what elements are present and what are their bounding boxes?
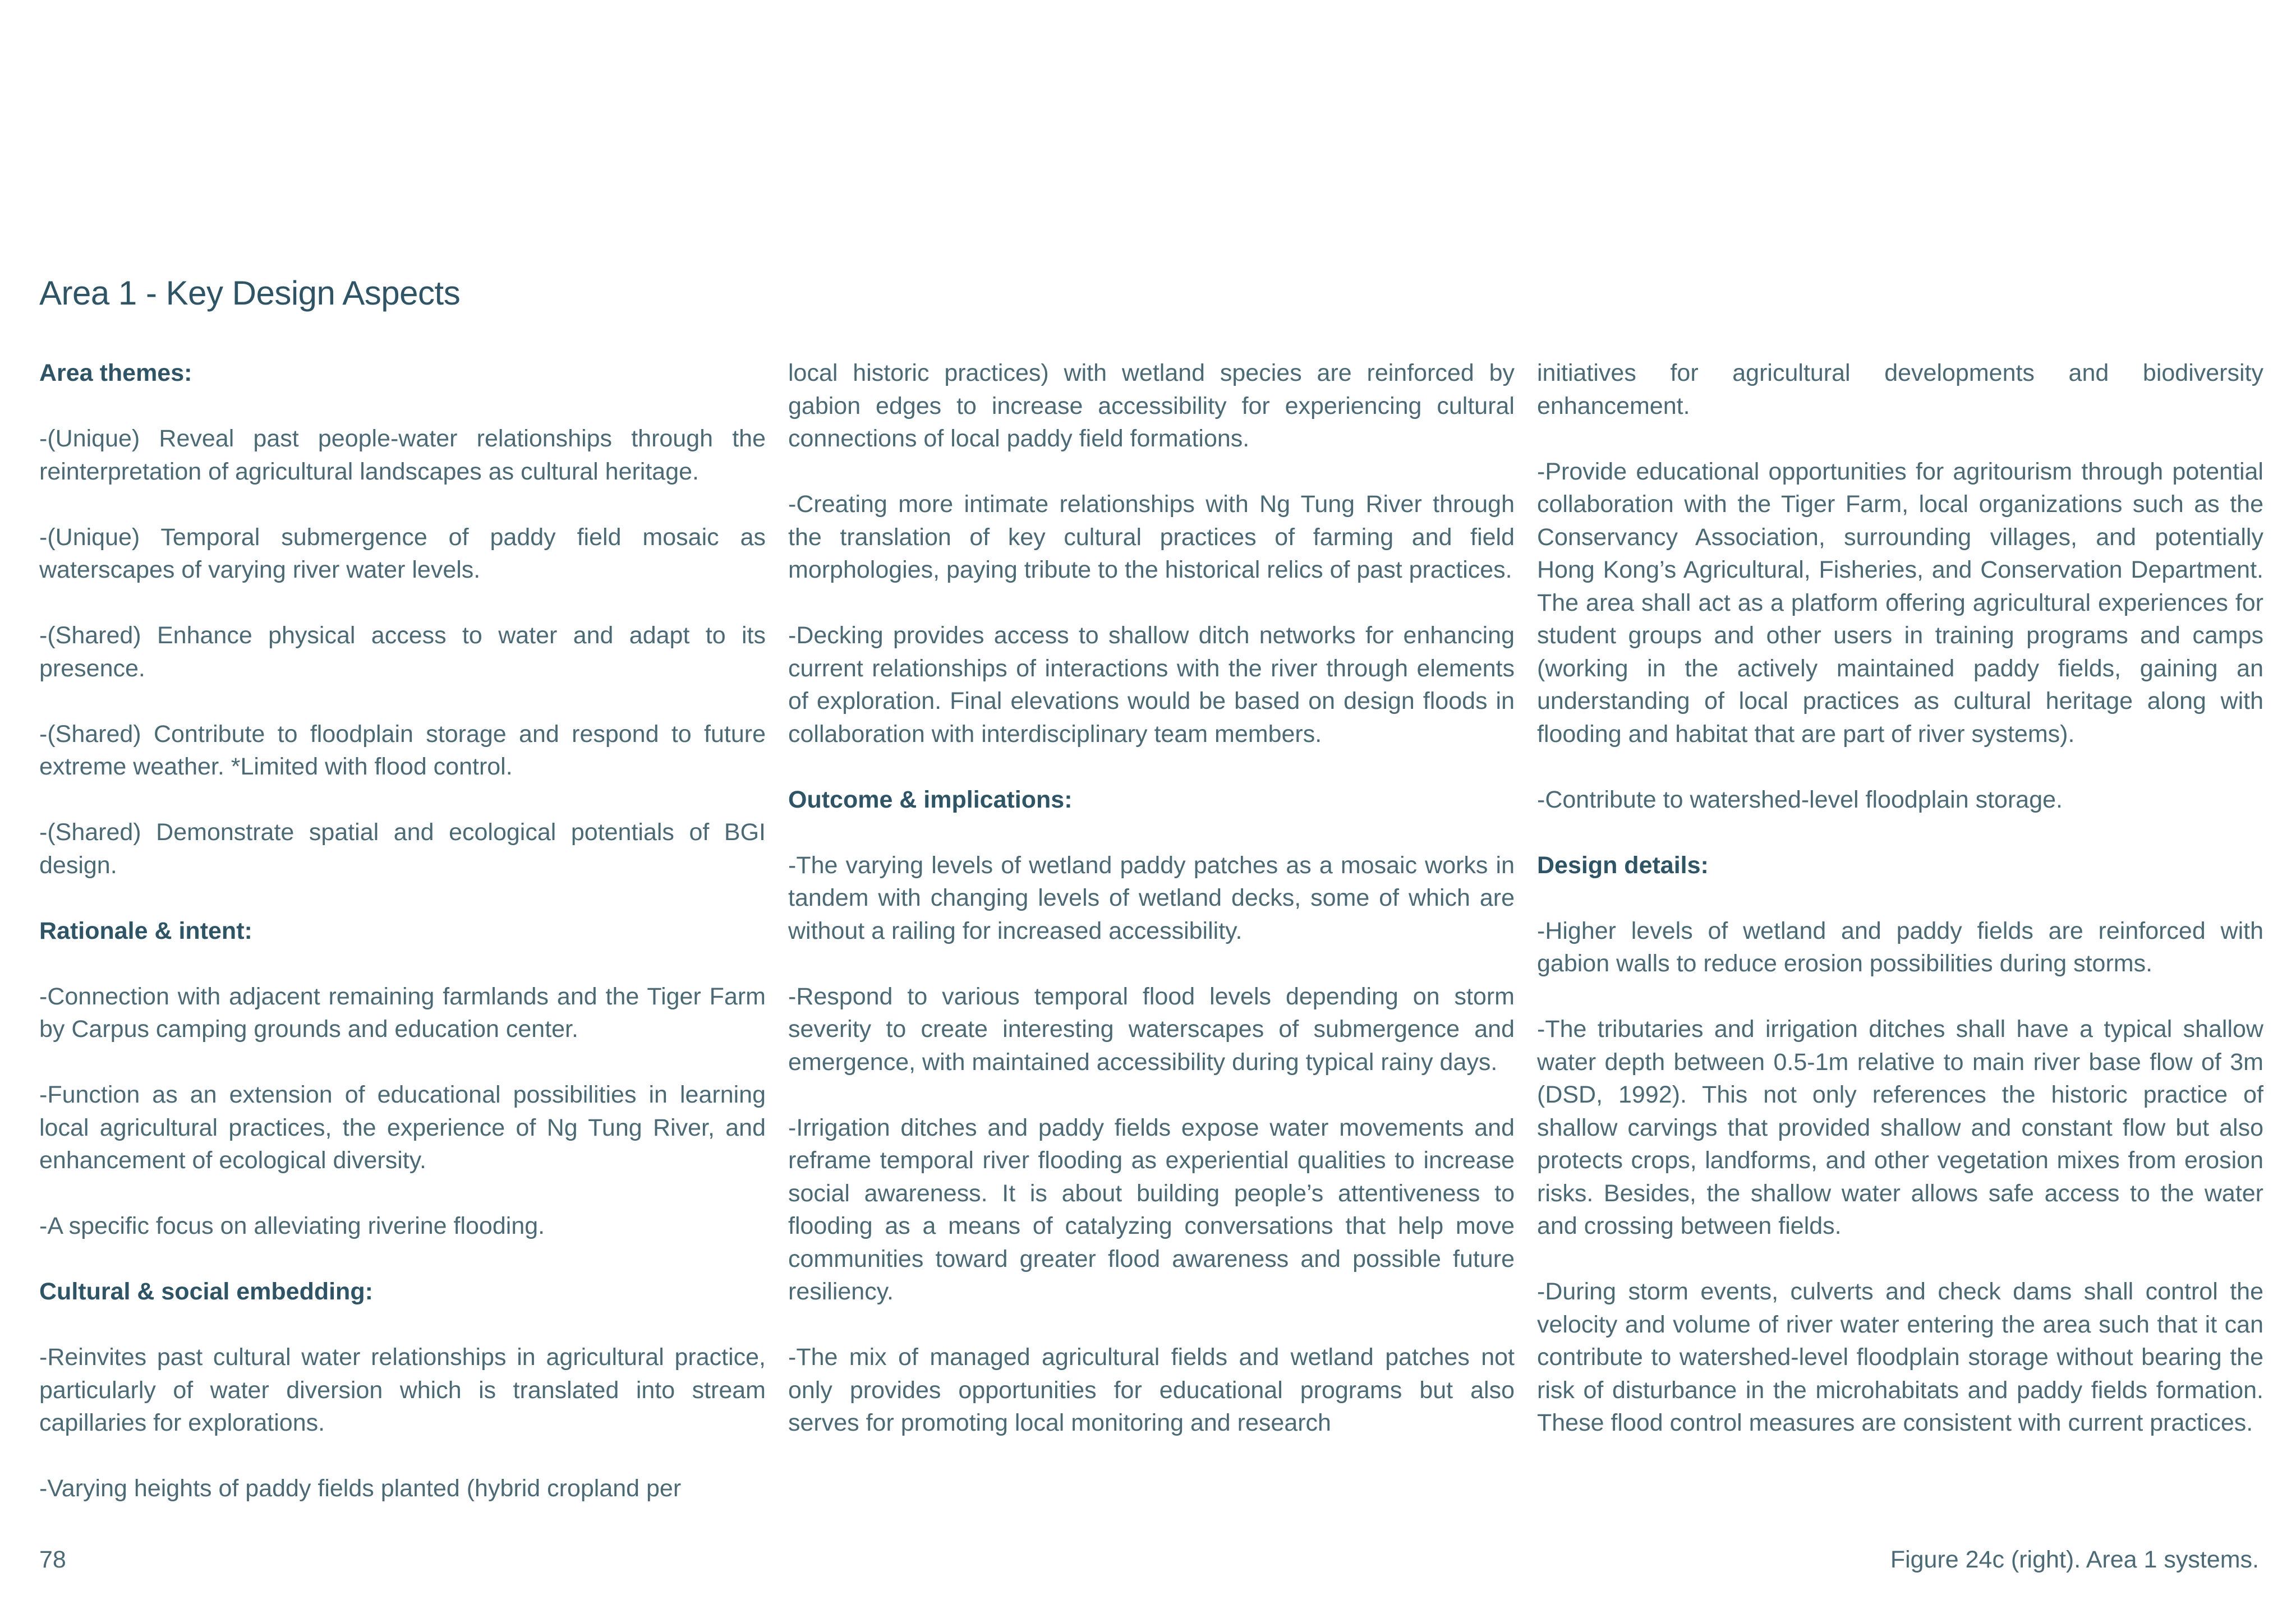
text-column-2 [788,357,1515,1440]
text-column-3 [1537,357,2263,1440]
cultural-paragraph: -Decking provides access to shallow ditch networks for enhancing current relationships of interactions with the river through elements of exploration. Final elevations would be based on design floods in collaboration with interdisciplinary team members. [788,622,1515,748]
figure-caption: Figure 24c (right). Area 1 systems. [1890,1546,2259,1573]
section-heading-design-details: Design details: [1537,851,1709,879]
section-heading-rationale: Rationale & intent: [39,917,252,944]
rationale-paragraph: -A specific focus on alleviating riverine flooding. [39,1212,545,1239]
section-heading-cultural: Cultural & social embedding: [39,1278,373,1305]
section-heading-area-themes: Area themes: [39,359,192,386]
theme-paragraph: -(Unique) Reveal past people-water relationships through the reinterpretation of agricultural landscapes as cultural heritage. [39,425,766,485]
theme-paragraph: -(Unique) Temporal submergence of paddy field mosaic as waterscapes of varying river water levels. [39,523,766,583]
page-title: Area 1 - Key Design Aspects [39,274,461,312]
design-paragraph: -During storm events, culverts and check dams shall control the velocity and volume of river water entering the area such that it can contribute to watershed-level floodplain storage without bearing the risk of disturbance in the microhabitats and paddy fields formation. These flood control measures are consistent with current practices. [1537,1278,2263,1436]
theme-paragraph: -(Shared) Enhance physical access to water and adapt to its presence. [39,622,766,682]
outcome-paragraph: initiatives for agricultural developments and biodiversity enhancement. [1537,359,2263,419]
page-number: 78 [39,1546,66,1573]
rationale-paragraph: -Function as an extension of educational possibilities in learning local agricultural practices, the experience of Ng Tung River, and enhancement of ecological diversity. [39,1081,766,1174]
design-paragraph: -Higher levels of wetland and paddy fields are reinforced with gabion walls to reduce erosion possibilities during storms. [1537,917,2263,977]
cultural-paragraph: local historic practices) with wetland species are reinforced by gabion edges to increase accessibility for experiencing cultural connections of local paddy field formations. [788,359,1515,452]
outcome-paragraph: -Provide educational opportunities for agritourism through potential collaboration with the Tiger Farm, local organizations such as the Conservancy Association, surrounding villages, and potentially Hong Kong’s Agricultural, Fisheries, and Conservation Department. The area shall act as a platform offering agricultural experiences for student groups and other users in training programs and camps (working in the actively maintained paddy fields, gaining an understanding of local practices as cultural heritage along with flooding and habitat that are part of river systems). [1537,458,2263,748]
outcome-paragraph: -The mix of managed agricultural fields and wetland patches not only provides opportunities for educational programs but also serves for promoting local monitoring and research [788,1344,1515,1436]
section-heading-outcome: Outcome & implications: [788,786,1073,813]
outcome-paragraph: -The varying levels of wetland paddy patches as a mosaic works in tandem with changing levels of wetland decks, some of which are without a railing for increased accessibility. [788,851,1515,944]
cultural-paragraph: -Creating more intimate relationships with Ng Tung River through the translation of key cultural practices of farming and field morphologies, paying tribute to the historical relics of past practices. [788,491,1515,583]
theme-paragraph: -(Shared) Demonstrate spatial and ecological potentials of BGI design. [39,819,766,879]
cultural-paragraph: -Reinvites past cultural water relationships in agricultural practice, particularly of water diversion which is translated into stream capillaries for explorations. [39,1344,766,1436]
cultural-paragraph: -Varying heights of paddy fields planted (hybrid cropland per [39,1475,682,1502]
rationale-paragraph: -Connection with adjacent remaining farmlands and the Tiger Farm by Carpus camping grounds and education center. [39,983,766,1043]
outcome-paragraph: -Respond to various temporal flood levels depending on storm severity to create interesting waterscapes of submergence and emergence, with maintained accessibility during typical rainy days. [788,983,1515,1076]
theme-paragraph: -(Shared) Contribute to floodplain storage and respond to future extreme weather. *Limited with flood control. [39,720,766,780]
design-paragraph: -The tributaries and irrigation ditches shall have a typical shallow water depth between 0.5-1m relative to main river base flow of 3m (DSD, 1992). This not only references the historic practice of shallow carvings that provided shallow and constant flow but also protects crops, landforms, and other vegetation mixes from erosion risks. Besides, the shallow water allows safe access to the water and crossing between fields. [1537,1016,2263,1239]
text-column-1 [39,357,766,1505]
outcome-paragraph: -Contribute to watershed-level floodplain storage. [1537,786,2063,813]
outcome-paragraph: -Irrigation ditches and paddy fields expose water movements and reframe temporal river flooding as experiential qualities to increase social awareness. It is about building people’s attentiveness to flooding as a means of catalyzing conversations that help move communities toward greater flood awareness and possible future resiliency. [788,1114,1515,1305]
